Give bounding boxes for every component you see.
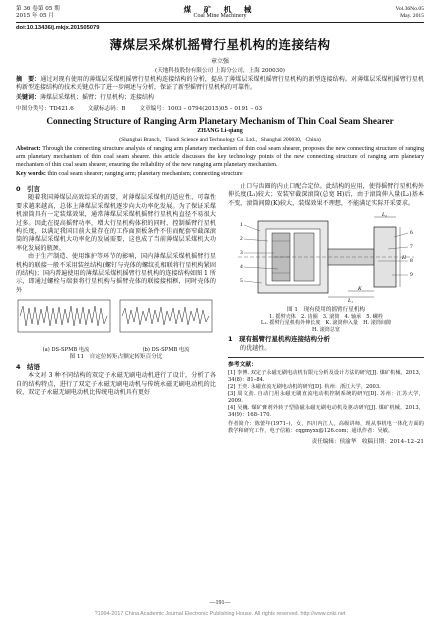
- keywords-cn-text: 薄煤层采煤机；摇臂；行星机构；连接结构: [40, 94, 155, 102]
- doi[interactable]: doi:10.13436/j.mkjx.201505079: [16, 25, 100, 31]
- abstract-en-label: Abstract:: [16, 145, 41, 152]
- reference-list: [228, 370, 424, 419]
- abstract-cn-label: 摘 要：: [16, 76, 41, 83]
- analysis-paragraph-1: 止口与齿圈的内止口配合定位。此结构的应用，使得摇臂行星机构外伸长度(L₁)较大；安装窄截深滚筒(总宽 H)后，由于滚筒伸入量(L₂)基本不变，滚筒间隙(K)较大，装煤效果不理想，不能满足实际开采要求。: [228, 182, 424, 207]
- part-number-label: 3: [240, 250, 243, 257]
- figure-1-caption: 图 1 现有使用的摇臂行星机构: [286, 306, 366, 313]
- analysis-paragraph-2: 的优越性。: [240, 344, 271, 352]
- article-title-cn: 薄煤层采煤机摇臂行星机构的连接结构: [109, 37, 331, 52]
- waveform-figure: [16, 298, 216, 342]
- reference-item: [2] 王奕. 永磁直流无刷电动机的研究[D]. 杭州：浙江大学，2003.: [228, 384, 381, 391]
- editor-received-line: 责任编辑：侯渝华 收稿日期：2014–12–21: [311, 439, 424, 446]
- class-number: 中图分类号：TD421.6: [16, 105, 74, 112]
- header-rule: [16, 22, 424, 23]
- document-code: 文献标志码：B: [87, 105, 126, 112]
- body-columns: [16, 183, 424, 447]
- header-volume-en: Vol.36No.05: [395, 6, 424, 12]
- header-date: 2015 年 05 月: [16, 13, 54, 19]
- author-cn: 章立强: [210, 58, 229, 65]
- references-heading: 参考文献：: [228, 362, 257, 369]
- figure-11: [16, 298, 216, 361]
- waveform-label-b: (b) DS-SPMB 电流: [142, 346, 190, 353]
- abstract-cn: [16, 76, 424, 92]
- dimension-label: H: [402, 255, 406, 262]
- header-issue-en: [314, 6, 424, 20]
- keywords-cn: [16, 94, 424, 102]
- keywords-cn-label: 关键词：: [16, 94, 41, 102]
- page-number: —191—: [209, 600, 231, 606]
- author-bio: 作者简介：陈蕾年(1971–)，女，四川内江人，高级讲师，现从事机电一体化方面的教学和研究工作，电子信箱：cqgmyxx@126.com；通讯作者：吴敏。: [228, 421, 424, 435]
- dimension-label: L₂: [382, 212, 387, 219]
- figure-11-caption: 图 11 自定位转矩占额定转矩百分比: [69, 353, 163, 360]
- keywords-en: [16, 170, 424, 178]
- section-heading-conclusion: 4 结语: [16, 362, 41, 371]
- references-block: [228, 357, 424, 435]
- part-number-label: 2: [240, 236, 243, 243]
- dimension-label: L₁: [348, 298, 353, 304]
- abstract-en: [16, 145, 424, 169]
- affiliation-cn: (天地科技股份有限公司 上海分公司，上海 200030): [155, 68, 285, 74]
- figure-1-legend: 1. 摇臂壳体 2. 齿圈 3. 滚筒 4. 轴承 5. 螺栓 L₁. 摇臂行星机构外伸长度 K. 滚筒伸入量 H. 滚筒间隙 H. 滚筒总宽: [260, 313, 392, 333]
- author-en: ZHANG Li-qiang: [197, 127, 243, 134]
- planetary-mechanism-drawing: [228, 211, 424, 303]
- part-number-label: 5: [240, 278, 243, 285]
- header-issue: [16, 6, 126, 20]
- intro-paragraph-2: 由于生产制造、使用维护等环节的影响，国内薄煤层采煤机摇臂行星机构的联接一般不采用装丝结构(螺钉与壳体的螺纹孔相联将行星机构紧固的结构)；国内普遍使用的薄煤层采煤机摇臂行星机构的连接结构如图 1 所示，即通过螺栓与端套将行星机构与摇臂壳体的联接接相框，同时壳体的外: [16, 253, 216, 294]
- reference-item: [1] 李博. 双定子永磁无刷电动机有限元分析及设计方法的研究[J]. 煤矿机械，2013，34(8)：81–84.: [228, 370, 424, 384]
- part-number-label: 7: [410, 244, 413, 251]
- section-heading-intro: 0 引言: [16, 184, 41, 193]
- article-number: 文章编号：1003 – 0794(2015)05 – 0191 – 03: [139, 105, 263, 112]
- copyright-line: ?1994-2017 China Academic Journal Electronic Publishing House. All rights reserved. http://www.cnki.net: [94, 611, 346, 617]
- section-heading-analysis: 1 现有摇臂行星机构连接结构分析: [228, 335, 331, 344]
- header-journal-name: [184, 6, 257, 20]
- figure-1: [228, 211, 424, 333]
- header-date-en: May. 2015: [400, 13, 424, 19]
- intro-paragraph-1: 随着我国薄煤层高效综采的需要，对薄煤层采煤机的适应性、可靠性要求越来越高，总体上薄煤层采煤机逐步向大功率化发展。为了保证采煤机滚筒具有一定装煤效果，通常薄煤层采煤机摇臂行星机构直径不易很大过多。因此在提高摇臂功率，增大行星机构体积的同时，控制摇臂行星机构长度，以满足我国目前大量存在的工作面顶板条件不佳而配套窄截深滚筒的薄煤层采煤机大功率化的发展需要，这也成了当前薄煤层采煤机大功率化发展的瓶颈。: [16, 194, 216, 252]
- abstract-en-text: Through the connecting structure analysis of ranging arm planetary mechanism of thin coal seam shearer, proposes the new connecting structure of ranging arm planetary mechanism of thin coal seam shearer. this article discusses the key technology points of the new connecting structure of ranging arm planetary mechanism of thin coal seam shearer, ensuring the reliability of the new ranging arm planetary mechanism.: [16, 145, 424, 168]
- left-column: [16, 183, 216, 447]
- journal-name-en: Coal Mine Machinery: [193, 13, 247, 19]
- part-number-label: 9: [410, 272, 413, 279]
- affiliation-en: (Shanghai Branch，Tiandi Science and Technology Co. Ltd.，Shanghai 200030，China): [119, 136, 321, 143]
- journal-name-cn: 煤 矿 机 械: [183, 5, 257, 14]
- reference-item: [4] 吴巍. 煤矿膏剂外转子型励磁永磁无刷电动机及驱动研究[J]. 煤矿机械，2013，34(9)：168–170.: [228, 405, 424, 419]
- abstract-cn-text: 通过对现有使用的薄煤层采煤机摇臂行星机构连接结构的分析，提出了薄煤层采煤机摇臂行星机构的新型连接结构。对薄煤层采煤机摇臂行星机构新型连接结构的技术关键点作了进一步阐述与分析，保证了新型摇臂行星机构的可靠性。: [16, 76, 424, 92]
- waveform-panel-b: [120, 300, 212, 332]
- article-title-en: Connecting Structure of Ranging Arm Planetary Mechanism of Thin Coal Seam Shearer: [46, 115, 394, 126]
- part-number-label: 6: [410, 230, 413, 237]
- header-volume: 第 36 卷第 05 期: [16, 6, 60, 12]
- waveform-label-a: (a) DS-SPMB 电流: [42, 346, 90, 353]
- conclusion-paragraph: 本文对 3 种不同结构的双定子永磁无刷电动机进行了设计，分析了各自的结构特点，进行了双定子永磁无刷电动机与传统永磁无刷电动机的比较，双定子永磁无刷电动机比传统电动机具有更好: [16, 372, 216, 397]
- waveform-sublabels: [16, 346, 216, 354]
- keywords-en-text: thin coal seam shearer; ranging arm; planetary mechanism; connecting structure: [47, 170, 243, 177]
- reference-item: [3] 周文劲. 自动门用永磁无刷直流电动机控制系统的研究[D]. 苏州：江苏大学，2009.: [228, 391, 424, 405]
- keywords-en-label: Key words:: [16, 170, 46, 177]
- part-number-label: 1: [240, 222, 243, 229]
- journal-header: [16, 6, 424, 20]
- part-number-label: 4: [240, 264, 243, 271]
- waveform-panel-a: [18, 300, 110, 332]
- classification-line: [16, 104, 424, 112]
- right-column: [228, 183, 424, 447]
- part-number-label: 8: [410, 258, 413, 265]
- dimension-label: K: [358, 286, 362, 293]
